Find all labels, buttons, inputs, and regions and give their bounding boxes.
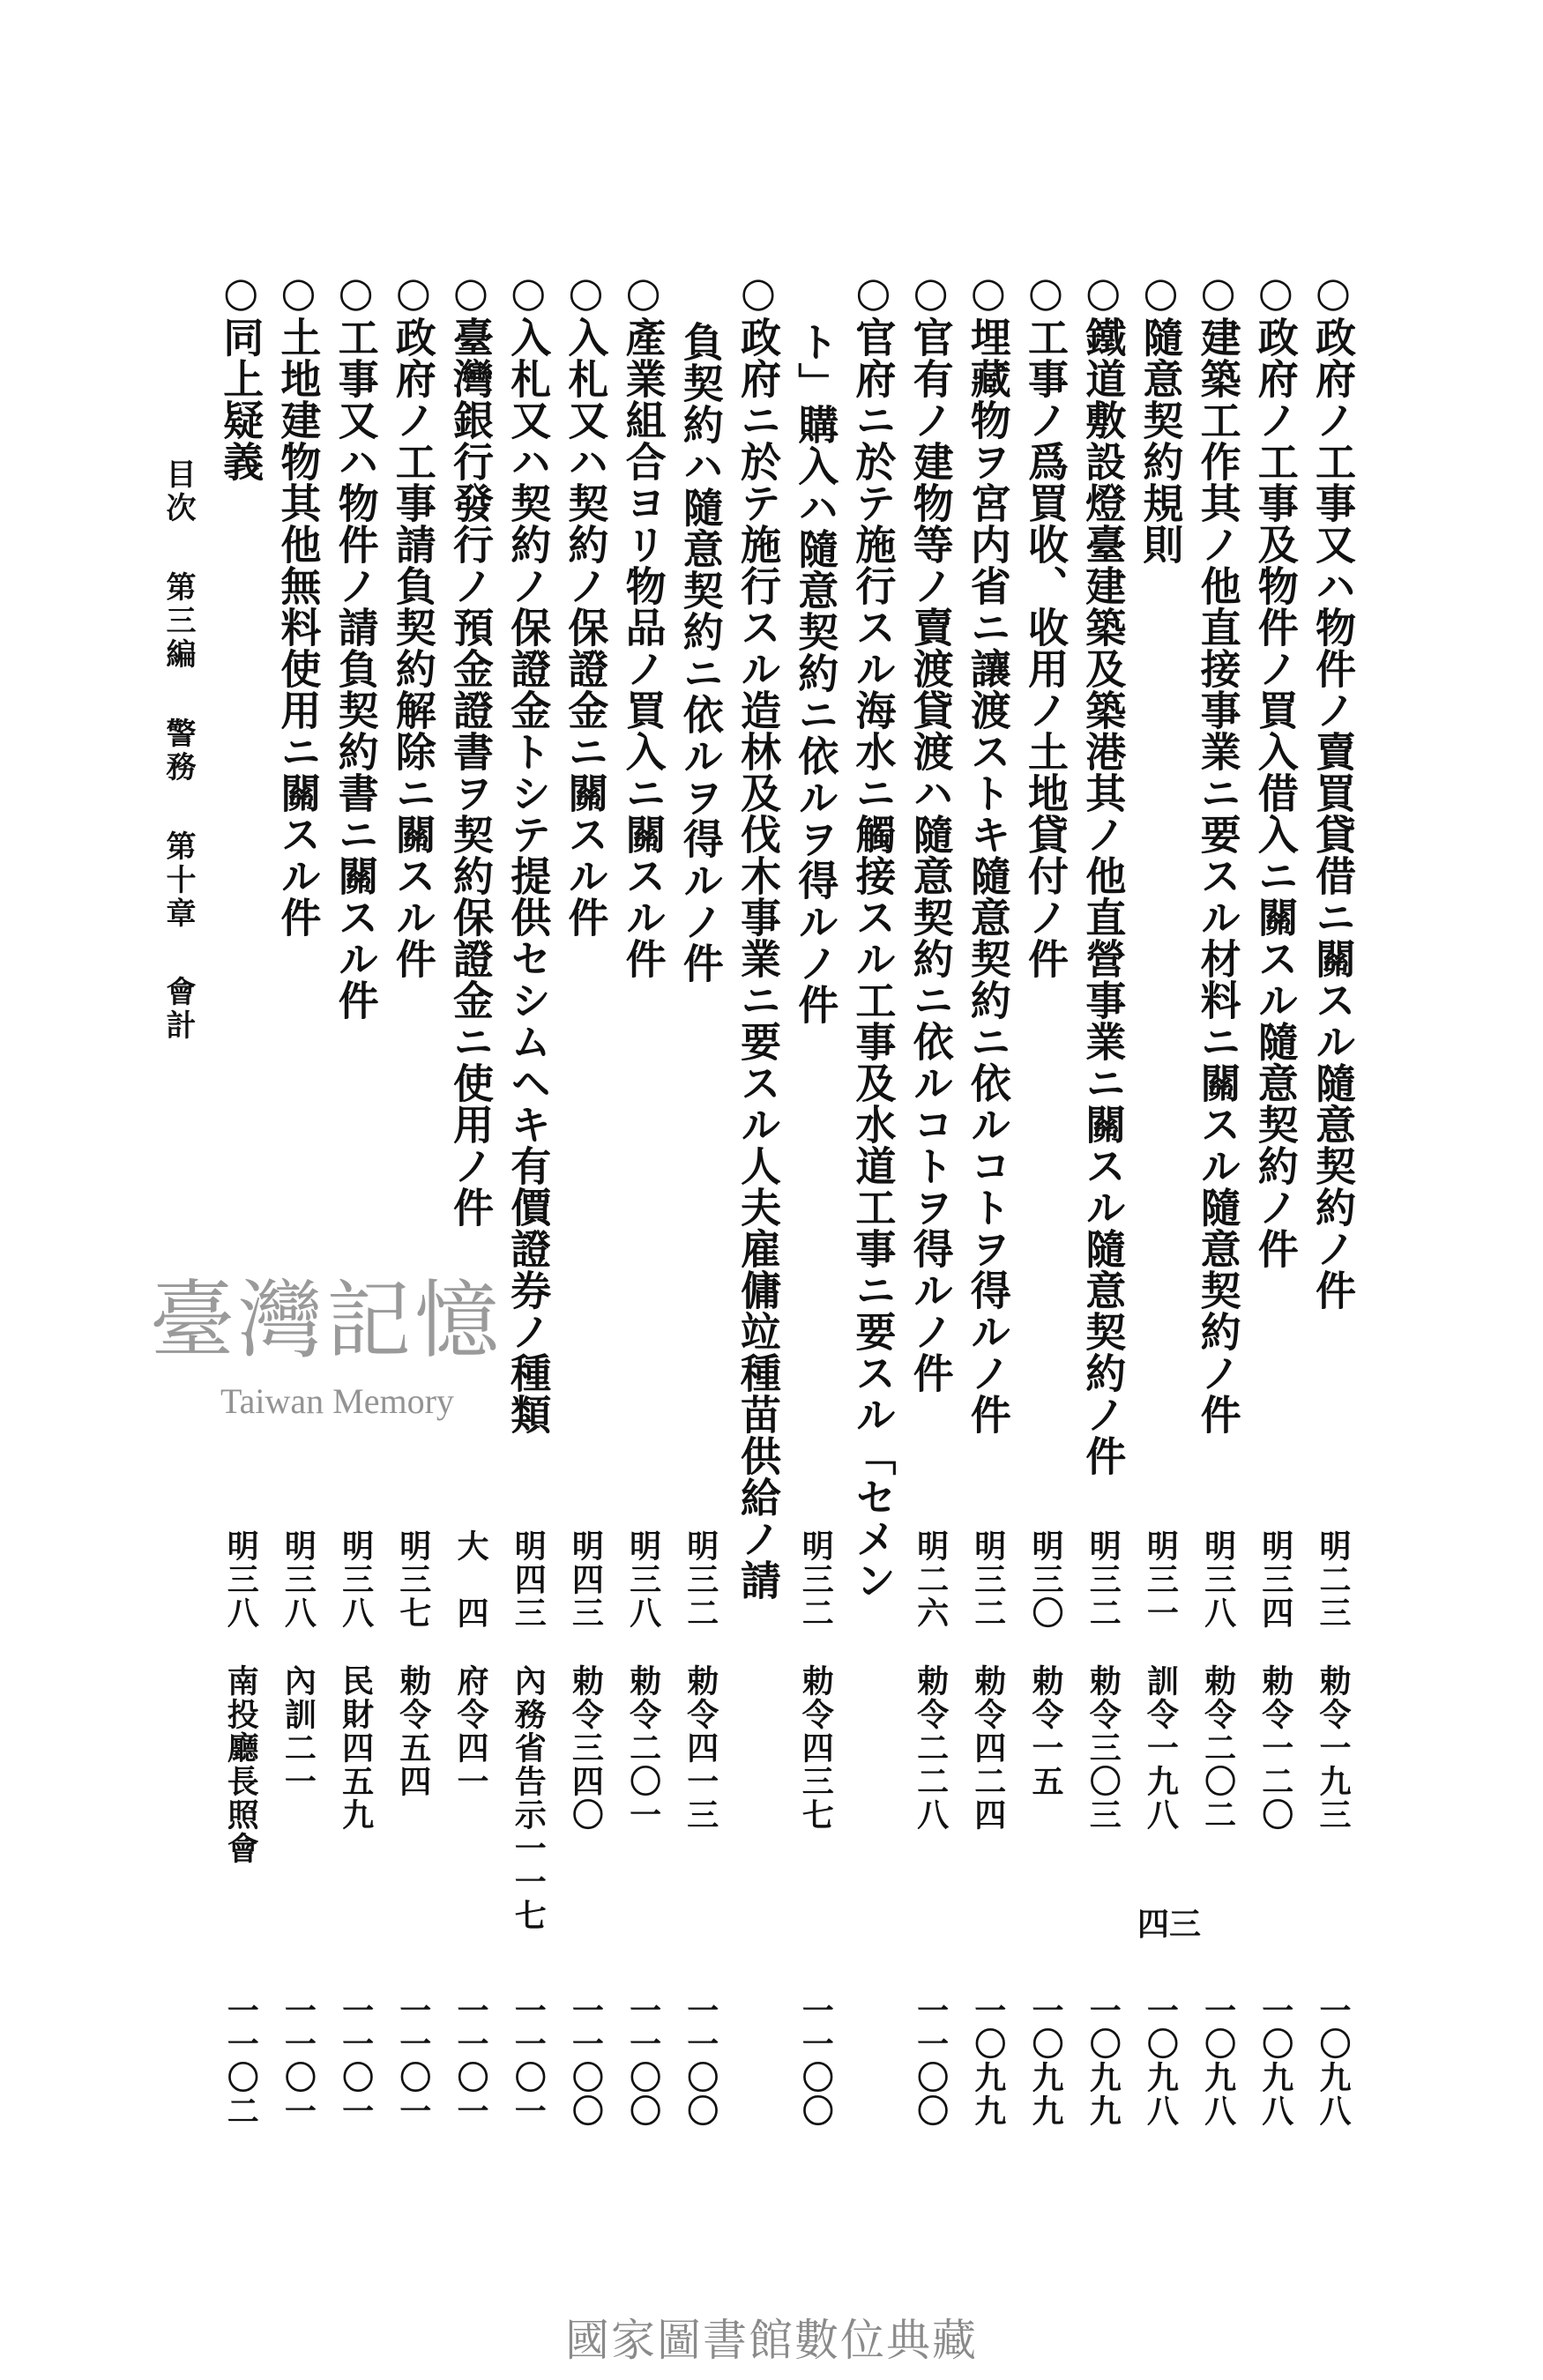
entry-law-ref: 勅令一五: [1027, 1664, 1064, 1798]
entry-title: ○產業組合ヨリ物品ノ買入ニ關スル件: [619, 268, 667, 979]
entry-title: ○官府ニ於テ施行スル海水ニ觸接スル工事及水道工事ニ要スル「セメン: [849, 268, 898, 1601]
archive-label: 國家圖書館數位典藏: [565, 2315, 978, 2366]
entry-title: ○臺灣銀行發行ノ預金證書ヲ契約保證金ニ使用ノ件: [447, 268, 495, 1228]
entry-date: 明三二: [1085, 1529, 1122, 1630]
entry-law-ref: 府令四一: [452, 1664, 489, 1798]
entry-title: ○政府ノ工事請負契約解除ニ關スル件: [389, 268, 437, 979]
entry-date: 明三二: [969, 1529, 1007, 1630]
entry-page: 一〇九八: [1199, 1994, 1237, 2128]
entry-law-ref: 勅令一二〇: [1256, 1664, 1294, 1832]
entry-date: 大 四: [452, 1529, 489, 1630]
watermark-logo: 臺灣記憶: [150, 1271, 503, 1370]
entry-title: ○土地建物其他無料使用ニ關スル件: [274, 268, 323, 938]
entry-page: 一一〇〇: [682, 1994, 719, 2128]
entry-date: 明三八: [222, 1529, 260, 1630]
entry-title: ○同上疑義: [217, 268, 265, 482]
entry-law-ref: 勅令二〇一: [624, 1664, 662, 1832]
entry-date: 明二三: [1315, 1529, 1352, 1630]
entry-title: ○政府ノ工事又ハ物件ノ賣買貸借ニ關スル隨意契約ノ件: [1309, 268, 1357, 1311]
entry-date: 明四三: [510, 1529, 548, 1630]
entry-law-ref: 勅令四二四: [969, 1664, 1007, 1832]
entry-page: 一一〇〇: [797, 1994, 835, 2128]
entry-page: 一〇九九: [969, 1994, 1007, 2128]
entry-page: 一一〇〇: [912, 1994, 950, 2128]
page-number: 四三: [1137, 1906, 1202, 1943]
footer-part: 第三編: [160, 570, 196, 672]
entry-title: ○建築工作其ノ他直接事業ニ要スル材料ニ關スル隨意契約ノ件: [1194, 268, 1242, 1435]
footer-section: 警務: [160, 717, 196, 785]
running-footer: [157, 458, 200, 1075]
entry-page: 一一〇〇: [624, 1994, 662, 2128]
entry-page: 一一〇一: [394, 1994, 432, 2128]
entry-page: 一一〇一: [510, 1994, 548, 2128]
entry-law-ref: 民財四五九: [337, 1664, 375, 1832]
entry-title: ○埋藏物ヲ宮内省ニ讓渡ストキ隨意契約ニ依ルコトヲ得ルノ件: [964, 268, 1012, 1435]
entry-law-ref: 勅令三〇三: [1085, 1664, 1122, 1832]
entry-page: 一〇九八: [1315, 1994, 1352, 2128]
entry-page: 一〇九八: [1256, 1994, 1294, 2128]
entry-law-ref: 勅令四三七: [797, 1664, 835, 1832]
entry-title: ○工事ノ爲買收、收用ノ土地貸付ノ件: [1022, 268, 1070, 979]
entry-date: 明三八: [280, 1529, 317, 1630]
entry-title: ○官有ノ建物等ノ賣渡貸渡ハ隨意契約ニ依ルコトヲ得ルノ件: [906, 268, 955, 1394]
entry-page: 一一〇一: [337, 1994, 375, 2128]
entry-law-ref: 南投廳長照會: [222, 1664, 260, 1865]
entry-law-ref: 勅令一九三: [1315, 1664, 1352, 1832]
entry-date: 明三二: [797, 1529, 835, 1630]
entry-law-ref: 內務省告示一一七: [510, 1664, 548, 1932]
entry-page: 一一〇二: [222, 1994, 260, 2128]
entry-law-ref: 內訓二一: [280, 1664, 317, 1798]
entry-page: 一一〇一: [280, 1994, 317, 2128]
entry-law-ref: 勅令四一三: [682, 1664, 719, 1832]
entry-law-ref: 勅令五四: [394, 1664, 432, 1798]
entry-date: 明三八: [1199, 1529, 1237, 1630]
entry-page: 一〇九九: [1027, 1994, 1064, 2128]
entry-date: 明三一: [1142, 1529, 1180, 1630]
watermark-logo-en: Taiwan Memory: [220, 1381, 454, 1421]
entry-law-ref: 訓令一九八: [1142, 1664, 1180, 1832]
entry-title-continued: ト」購入ハ隨意契約ニ依ルヲ得ルノ件: [792, 321, 840, 1025]
entry-date: 明三七: [394, 1529, 432, 1630]
entry-title: ○政府ノ工事及物件ノ買入借入ニ關スル隨意契約ノ件: [1251, 268, 1300, 1269]
entry-law-ref: 勅令二二八: [912, 1664, 950, 1832]
entry-page: 一〇九八: [1142, 1994, 1180, 2128]
entry-title: ○入札又ハ契約ノ保證金トシテ提供セシムヘキ有價證券ノ種類: [504, 268, 553, 1435]
entry-date: 明三四: [1256, 1529, 1294, 1630]
footer-chapter: 第十章: [160, 829, 196, 931]
entry-title: ○鐵道敷設燈臺建築及築港其ノ他直營事業ニ關スル隨意契約ノ件: [1079, 268, 1128, 1476]
entry-date: 明四三: [567, 1529, 605, 1630]
entry-date: 明二六: [912, 1529, 950, 1630]
entry-page: 一一〇〇: [567, 1994, 605, 2128]
entry-date: 明三八: [624, 1529, 662, 1630]
entry-page: 一〇九九: [1085, 1994, 1122, 2128]
entry-title-continued: 負契約ハ隨意契約ニ依ルヲ得ルノ件: [676, 321, 725, 984]
entry-date: 明三二: [682, 1529, 719, 1630]
entry-law-ref: 勅令三四〇: [567, 1664, 605, 1832]
entry-page: 一一〇一: [452, 1994, 489, 2128]
footer-title: 會計: [160, 976, 196, 1044]
entry-title: ○隨意契約規則: [1137, 268, 1185, 565]
entry-title: ○政府ニ於テ施行スル造林及伐木事業ニ要スル人夫雇傭竝種苗供給ノ請: [734, 268, 782, 1601]
entry-title: ○工事又ハ物件ノ請負契約書ニ關スル件: [332, 268, 380, 1021]
footer-toc: 目次: [160, 458, 196, 525]
entry-law-ref: 勅令二〇二: [1199, 1664, 1237, 1832]
entry-title: ○入札又ハ契約ノ保證金ニ關スル件: [562, 268, 610, 938]
entry-date: 明三〇: [1027, 1529, 1064, 1630]
entry-date: 明三八: [337, 1529, 375, 1630]
